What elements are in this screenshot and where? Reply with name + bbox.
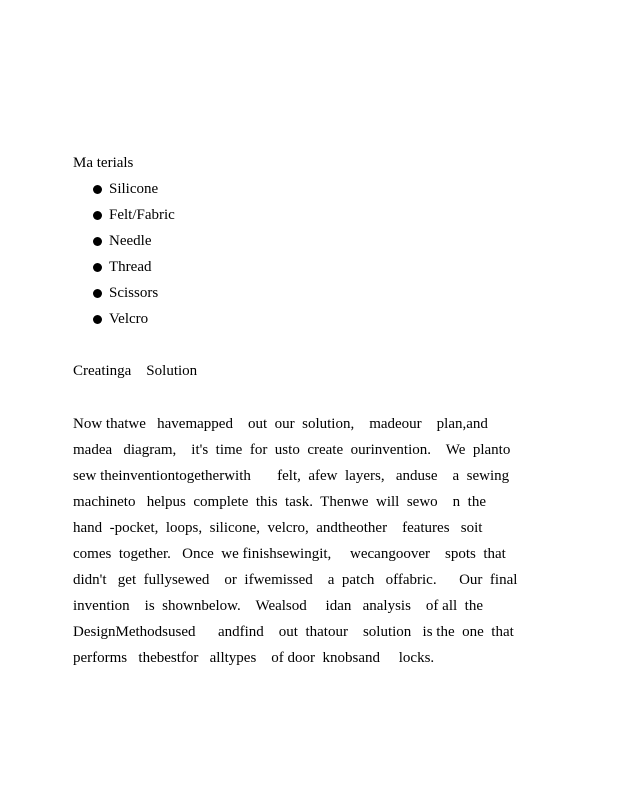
list-item	[90, 205, 175, 231]
paragraph-line: invention is shownbelow. Wealsod idan analysis of all the	[73, 598, 483, 614]
list-item	[90, 309, 175, 335]
list-item-label: Thread	[109, 259, 152, 275]
list-item	[90, 257, 175, 283]
paragraph-line: sew theinventiontogetherwith felt, afew layers, anduse a sewing	[73, 468, 510, 484]
list-item-label: Velcro	[109, 311, 149, 327]
paragraph-line: hand -pocket, loops, silicone, velcro, andtheother features soit	[73, 520, 483, 536]
list-item-label: Needle	[109, 233, 152, 249]
solution-paragraph	[73, 414, 543, 674]
bullet-icon	[93, 211, 102, 220]
paragraph-line: madea diagram, it's time for usto create ourinvention. We planto	[73, 442, 511, 458]
bullet-icon	[93, 289, 102, 298]
list-item	[90, 231, 175, 257]
paragraph-line: didn't get fullysewed or ifwemissed a patch offabric. Our final	[73, 572, 518, 588]
list-item	[90, 179, 175, 205]
list-item-label: Silicone	[109, 181, 159, 197]
list-item	[90, 283, 175, 309]
bullet-icon	[93, 237, 102, 246]
bullet-icon	[93, 185, 102, 194]
bullet-icon	[93, 263, 102, 272]
list-item-label: Scissors	[109, 285, 159, 301]
paragraph-line: performs thebestfor alltypes of door knobsand locks.	[73, 650, 435, 666]
paragraph-line: DesignMethodsused andfind out thatour solution is the one that	[73, 624, 514, 640]
paragraph-line: machineto helpus complete this task. Thenwe will sewo n the	[73, 494, 486, 510]
paragraph-line: comes together. Once we finishsewingit, wecangoover spots that	[73, 546, 506, 562]
bullet-icon	[93, 315, 102, 324]
materials-list	[90, 179, 175, 335]
list-item-label: Felt/Fabric	[109, 207, 175, 223]
materials-heading: Ma terials	[73, 155, 134, 171]
paragraph-line: Now thatwe havemapped out our solution, madeour plan,and	[73, 416, 488, 432]
solution-heading: Creatinga Solution	[73, 363, 198, 379]
